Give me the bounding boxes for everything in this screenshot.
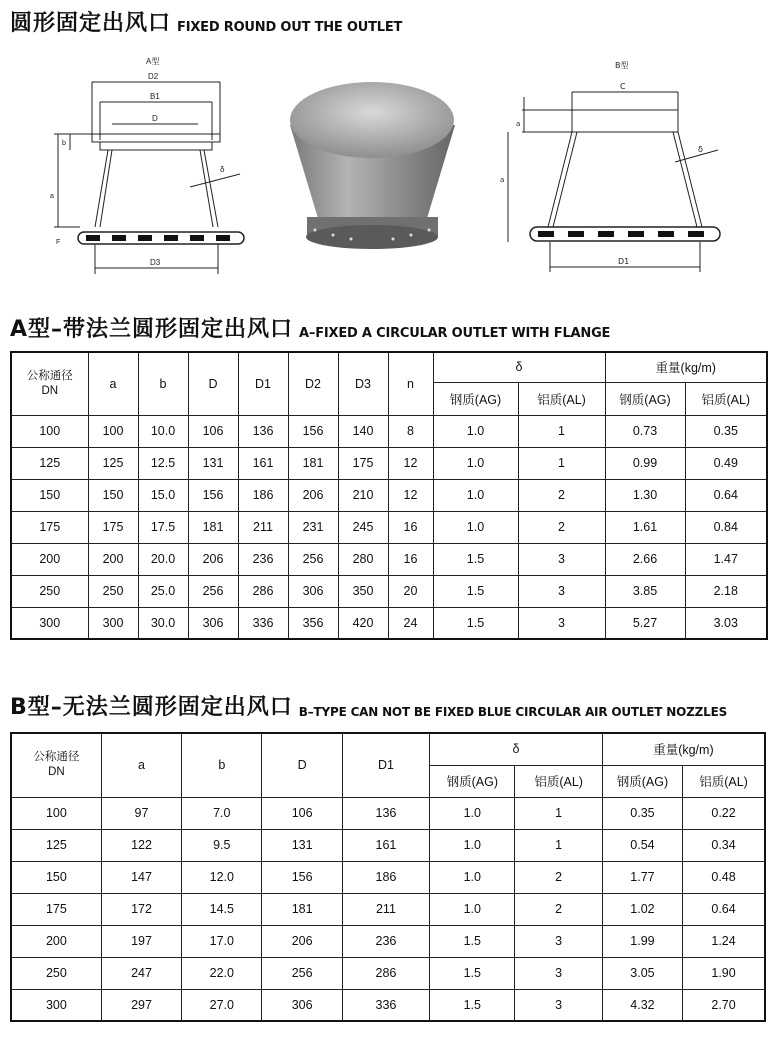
- table-cell: 256: [262, 957, 342, 989]
- table-cell: 211: [238, 511, 288, 543]
- table-cell: 1.0: [430, 893, 515, 925]
- page-title-en: FIXED ROUND OUT THE OUTLET: [177, 20, 403, 35]
- table-cell: 161: [342, 829, 429, 861]
- table-cell: 1.24: [683, 925, 765, 957]
- b-header-delta: δ: [430, 733, 603, 765]
- table-cell: 250: [11, 575, 88, 607]
- table-cell: 0.73: [605, 415, 685, 447]
- table-cell: 2: [518, 511, 605, 543]
- b-header-a: a: [101, 733, 181, 797]
- table-cell: 250: [11, 957, 101, 989]
- table-cell: 161: [238, 447, 288, 479]
- table-cell: 1.0: [430, 797, 515, 829]
- table-row: [11, 829, 765, 861]
- table-cell: 250: [88, 575, 138, 607]
- table-cell: 350: [338, 575, 388, 607]
- table-cell: 336: [238, 607, 288, 639]
- table-cell: 1.47: [685, 543, 767, 575]
- table-cell: 186: [238, 479, 288, 511]
- section-b-heading: [10, 690, 727, 721]
- table-cell: 2.66: [605, 543, 685, 575]
- table-cell: 0.48: [683, 861, 765, 893]
- diagram-b-label: B型: [615, 61, 629, 70]
- table-cell: 106: [188, 415, 238, 447]
- table-cell: 131: [188, 447, 238, 479]
- svg-text:B1: B1: [150, 92, 160, 101]
- table-row: [11, 511, 767, 543]
- table-cell: 336: [342, 989, 429, 1021]
- table-cell: 3.85: [605, 575, 685, 607]
- table-cell: 306: [262, 989, 342, 1021]
- table-cell: 3: [515, 925, 602, 957]
- table-row: [11, 893, 765, 925]
- table-cell: 286: [342, 957, 429, 989]
- table-cell: 175: [88, 511, 138, 543]
- diagram-b: [500, 52, 730, 282]
- header-dn: 公称通径 DN: [11, 352, 88, 415]
- table-cell: 181: [188, 511, 238, 543]
- table-cell: 286: [238, 575, 288, 607]
- table-cell: 0.22: [683, 797, 765, 829]
- table-cell: 211: [342, 893, 429, 925]
- table-cell: 12: [388, 447, 433, 479]
- header-d2: D2: [288, 352, 338, 415]
- table-cell: 206: [262, 925, 342, 957]
- table-cell: 197: [101, 925, 181, 957]
- table-cell: 200: [11, 543, 88, 575]
- table-cell: 306: [188, 607, 238, 639]
- table-cell: 3: [515, 989, 602, 1021]
- table-cell: 256: [188, 575, 238, 607]
- table-row: [11, 607, 767, 639]
- table-cell: 1: [518, 415, 605, 447]
- table-b: [10, 732, 766, 1022]
- table-cell: 420: [338, 607, 388, 639]
- table-cell: 280: [338, 543, 388, 575]
- table-cell: 7.0: [182, 797, 262, 829]
- table-cell: 1: [515, 829, 602, 861]
- b-header-d1: D1: [342, 733, 429, 797]
- table-row: [11, 925, 765, 957]
- table-cell: 306: [288, 575, 338, 607]
- table-cell: 256: [288, 543, 338, 575]
- table-cell: 206: [188, 543, 238, 575]
- header-weight-steel: 钢质(AG): [605, 382, 685, 415]
- table-cell: 210: [338, 479, 388, 511]
- table-cell: 2: [515, 893, 602, 925]
- page-title-cn: 圆形固定出风口: [10, 11, 172, 36]
- svg-text:a: a: [50, 193, 54, 200]
- table-row: [11, 447, 767, 479]
- diagram-a-label: A型: [146, 57, 160, 66]
- table-cell: 20.0: [138, 543, 188, 575]
- table-cell: 1.0: [430, 861, 515, 893]
- table-row: [11, 575, 767, 607]
- table-cell: 12: [388, 479, 433, 511]
- table-cell: 100: [88, 415, 138, 447]
- table-cell: 3: [515, 957, 602, 989]
- svg-text:D3: D3: [150, 258, 161, 267]
- table-row: [11, 415, 767, 447]
- table-cell: 1.61: [605, 511, 685, 543]
- table-cell: 1: [518, 447, 605, 479]
- table-cell: 0.64: [685, 479, 767, 511]
- table-cell: 106: [262, 797, 342, 829]
- header-steel: 钢质(AG): [433, 382, 518, 415]
- table-row: [11, 989, 765, 1021]
- header-weight: 重量(kg/m): [605, 352, 767, 382]
- table-cell: 24: [388, 607, 433, 639]
- table-cell: 206: [288, 479, 338, 511]
- table-cell: 172: [101, 893, 181, 925]
- svg-text:D2: D2: [148, 72, 159, 81]
- table-cell: 175: [338, 447, 388, 479]
- table-cell: 297: [101, 989, 181, 1021]
- table-cell: 125: [11, 447, 88, 479]
- table-cell: 14.5: [182, 893, 262, 925]
- table-cell: 300: [88, 607, 138, 639]
- header-weight-aluminum: 铝质(AL): [685, 382, 767, 415]
- table-cell: 1.99: [602, 925, 682, 957]
- header-n: n: [388, 352, 433, 415]
- b-header-aluminum: 铝质(AL): [515, 765, 602, 797]
- table-cell: 4.32: [602, 989, 682, 1021]
- table-cell: 200: [11, 925, 101, 957]
- table-cell: 1: [515, 797, 602, 829]
- header-d1: D1: [238, 352, 288, 415]
- table-cell: 3.03: [685, 607, 767, 639]
- table-row: [11, 797, 765, 829]
- header-d: D: [188, 352, 238, 415]
- table-cell: 3.05: [602, 957, 682, 989]
- svg-text:a: a: [516, 120, 521, 128]
- table-cell: 1.30: [605, 479, 685, 511]
- b-header-weight: 重量(kg/m): [602, 733, 765, 765]
- table-cell: 97: [101, 797, 181, 829]
- table-cell: 1.5: [430, 989, 515, 1021]
- svg-text:a: a: [500, 176, 505, 184]
- table-cell: 300: [11, 989, 101, 1021]
- table-cell: 140: [338, 415, 388, 447]
- table-row: [11, 543, 767, 575]
- table-cell: 0.99: [605, 447, 685, 479]
- header-a: a: [88, 352, 138, 415]
- table-cell: 2: [518, 479, 605, 511]
- table-cell: 10.0: [138, 415, 188, 447]
- table-cell: 0.35: [685, 415, 767, 447]
- table-cell: 15.0: [138, 479, 188, 511]
- table-cell: 100: [11, 415, 88, 447]
- table-cell: 0.35: [602, 797, 682, 829]
- table-cell: 22.0: [182, 957, 262, 989]
- table-cell: 100: [11, 797, 101, 829]
- table-cell: 3: [518, 575, 605, 607]
- table-cell: 1.0: [433, 479, 518, 511]
- table-cell: 1.90: [683, 957, 765, 989]
- table-cell: 27.0: [182, 989, 262, 1021]
- table-cell: 136: [342, 797, 429, 829]
- table-cell: 1.5: [433, 543, 518, 575]
- svg-text:C: C: [620, 82, 626, 91]
- table-cell: 1.5: [430, 957, 515, 989]
- table-cell: 147: [101, 861, 181, 893]
- table-cell: 131: [262, 829, 342, 861]
- table-cell: 16: [388, 511, 433, 543]
- header-aluminum: 铝质(AL): [518, 382, 605, 415]
- table-cell: 175: [11, 511, 88, 543]
- svg-text:F: F: [56, 239, 61, 246]
- diagram-a: [40, 52, 255, 282]
- table-cell: 1.0: [433, 415, 518, 447]
- table-cell: 1.5: [433, 575, 518, 607]
- table-cell: 0.34: [683, 829, 765, 861]
- table-cell: 3: [518, 607, 605, 639]
- table-cell: 136: [238, 415, 288, 447]
- section-b-title-cn: B型–无法兰圆形固定出风口: [10, 695, 293, 720]
- header-b: b: [138, 352, 188, 415]
- table-cell: 231: [288, 511, 338, 543]
- table-cell: 156: [262, 861, 342, 893]
- header-d3: D3: [338, 352, 388, 415]
- table-cell: 1.0: [430, 829, 515, 861]
- table-cell: 156: [288, 415, 338, 447]
- table-row: [11, 479, 767, 511]
- table-cell: 1.5: [430, 925, 515, 957]
- table-cell: 356: [288, 607, 338, 639]
- table-cell: 1.77: [602, 861, 682, 893]
- table-cell: 12.5: [138, 447, 188, 479]
- table-cell: 181: [262, 893, 342, 925]
- table-cell: 200: [88, 543, 138, 575]
- b-header-d: D: [262, 733, 342, 797]
- table-cell: 16: [388, 543, 433, 575]
- table-cell: 5.27: [605, 607, 685, 639]
- table-cell: 0.54: [602, 829, 682, 861]
- table-cell: 150: [88, 479, 138, 511]
- table-row: [11, 861, 765, 893]
- table-cell: 300: [11, 607, 88, 639]
- section-a-heading: [10, 312, 610, 343]
- table-cell: 3: [518, 543, 605, 575]
- section-a-title-en: A–FIXED A CIRCULAR OUTLET WITH FLANGE: [299, 326, 611, 341]
- table-a: [10, 351, 768, 640]
- table-cell: 245: [338, 511, 388, 543]
- table-cell: 175: [11, 893, 101, 925]
- table-cell: 25.0: [138, 575, 188, 607]
- page-heading: [10, 6, 402, 37]
- table-cell: 0.49: [685, 447, 767, 479]
- b-header-steel: 钢质(AG): [430, 765, 515, 797]
- table-cell: 1.0: [433, 447, 518, 479]
- svg-text:δ: δ: [220, 165, 225, 174]
- section-b-title-en: B–TYPE CAN NOT BE FIXED BLUE CIRCULAR AIR OUTLET NOZZLES: [298, 705, 728, 719]
- table-cell: 30.0: [138, 607, 188, 639]
- b-header-weight-aluminum: 铝质(AL): [683, 765, 765, 797]
- table-cell: 1.5: [433, 607, 518, 639]
- table-cell: 0.84: [685, 511, 767, 543]
- b-header-b: b: [182, 733, 262, 797]
- table-cell: 156: [188, 479, 238, 511]
- product-photo: [285, 75, 460, 260]
- table-row: [11, 957, 765, 989]
- table-cell: 2.18: [685, 575, 767, 607]
- table-cell: 186: [342, 861, 429, 893]
- table-cell: 150: [11, 861, 101, 893]
- table-cell: 236: [342, 925, 429, 957]
- table-cell: 20: [388, 575, 433, 607]
- svg-text:δ: δ: [698, 145, 703, 154]
- table-cell: 17.5: [138, 511, 188, 543]
- table-cell: 12.0: [182, 861, 262, 893]
- table-cell: 2: [515, 861, 602, 893]
- table-cell: 181: [288, 447, 338, 479]
- table-cell: 125: [88, 447, 138, 479]
- table-cell: 8: [388, 415, 433, 447]
- svg-text:D: D: [152, 114, 158, 123]
- section-a-title-cn: A型–带法兰圆形固定出风口: [10, 317, 294, 342]
- table-cell: 236: [238, 543, 288, 575]
- header-delta: δ: [433, 352, 605, 382]
- table-cell: 247: [101, 957, 181, 989]
- table-cell: 150: [11, 479, 88, 511]
- svg-text:b: b: [62, 140, 66, 147]
- table-cell: 122: [101, 829, 181, 861]
- table-cell: 9.5: [182, 829, 262, 861]
- b-header-weight-steel: 钢质(AG): [602, 765, 682, 797]
- b-header-dn: 公称通径 DN: [11, 733, 101, 797]
- table-cell: 17.0: [182, 925, 262, 957]
- table-cell: 125: [11, 829, 101, 861]
- table-cell: 1.02: [602, 893, 682, 925]
- svg-text:D1: D1: [618, 257, 630, 266]
- table-cell: 2.70: [683, 989, 765, 1021]
- table-cell: 1.0: [433, 511, 518, 543]
- table-cell: 0.64: [683, 893, 765, 925]
